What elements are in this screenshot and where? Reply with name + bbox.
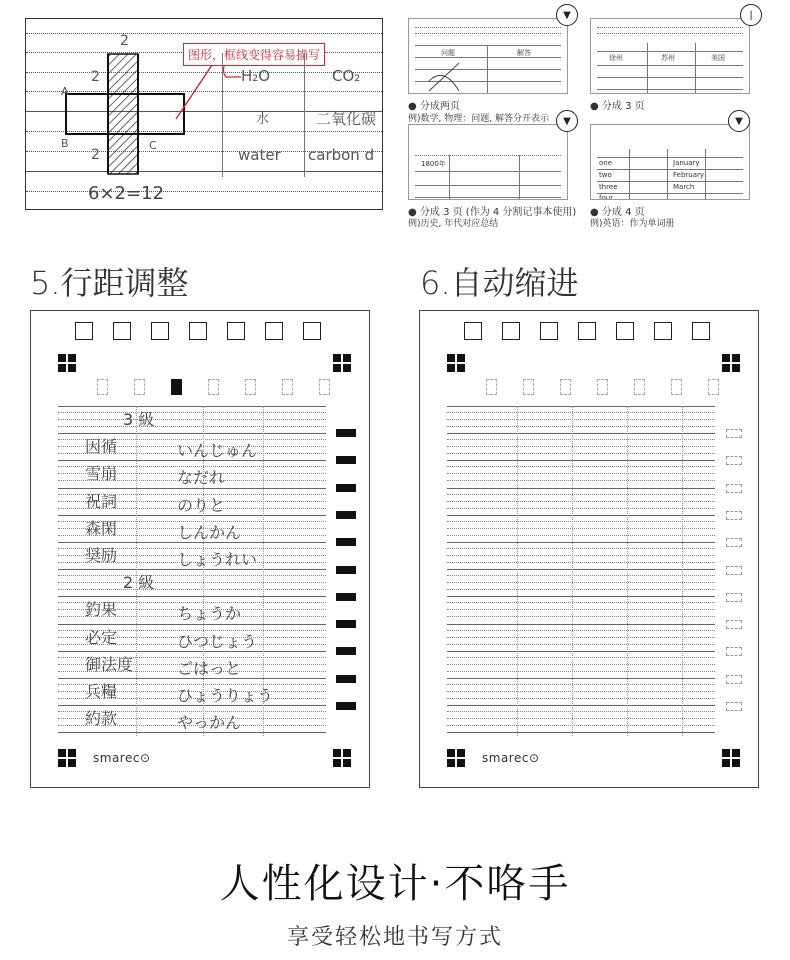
thumb3-year: 1800年: [421, 160, 446, 168]
checkbox[interactable]: [616, 322, 634, 340]
line-spacing-selector: [486, 379, 719, 395]
vocab-kanji: 約款: [85, 709, 118, 729]
dotted-guide-line: [447, 555, 715, 556]
callout-label: 图形，框线变得容易描写: [183, 43, 325, 66]
ruled-line: [447, 542, 715, 543]
vocab-reading: のりと: [177, 495, 226, 515]
spacing-option[interactable]: [671, 379, 682, 395]
corner-marker-icon: [58, 749, 76, 767]
vocab-reading: なだれ: [177, 468, 226, 488]
corner-marker-icon: [722, 749, 740, 767]
dotted-guide-line: [447, 644, 715, 645]
line-marker[interactable]: [336, 429, 356, 437]
vocab-kanji: 釣果: [85, 600, 118, 620]
dotted-guide-line: [447, 609, 715, 610]
thumb2-header-1: 徐州: [609, 54, 623, 62]
cell-co2: CO₂: [332, 67, 361, 85]
corner-marker-icon: [333, 354, 351, 372]
dotted-guide-line: [447, 575, 715, 576]
checkbox[interactable]: [303, 322, 321, 340]
dotted-guide-line: [447, 466, 715, 467]
cell-carbon-en: carbon d: [308, 146, 375, 164]
vocab-reading: いんじゅん: [177, 441, 258, 461]
ruled-line: [447, 596, 715, 597]
thumb1-badge[interactable]: ▼: [556, 4, 578, 26]
spacing-option[interactable]: [245, 379, 256, 395]
section6-title: 6.自动缩进: [420, 264, 579, 302]
column-guide: [682, 406, 683, 736]
vocab-kanji: 御法度: [85, 654, 134, 674]
indent-marker[interactable]: [726, 456, 742, 465]
cell-water-en: water: [238, 146, 281, 164]
line-spacing-selector: [97, 379, 330, 395]
checkbox[interactable]: [654, 322, 672, 340]
dotted-guide-line: [447, 698, 715, 699]
indent-marker[interactable]: [726, 702, 742, 711]
column-guide: [517, 406, 518, 736]
ruled-line: [447, 406, 715, 407]
line-marker[interactable]: [336, 484, 356, 492]
vocab-reading: ちょうか: [177, 604, 242, 624]
thumb-four-pages: [590, 124, 750, 200]
line-marker[interactable]: [336, 620, 356, 628]
line-marker[interactable]: [336, 511, 356, 519]
line-marker[interactable]: [336, 566, 356, 574]
dotted-guide-line: [58, 426, 326, 427]
checkbox[interactable]: [151, 322, 169, 340]
checkbox[interactable]: [464, 322, 482, 340]
thumb4-word-4: four: [599, 194, 614, 200]
checkbox[interactable]: [502, 322, 520, 340]
corner-marker-icon: [58, 354, 76, 372]
top-checkbox-row: [464, 322, 710, 340]
dotted-guide-line: [447, 718, 715, 719]
dotted-guide-line: [58, 589, 326, 590]
column-guide: [572, 406, 573, 736]
thumb4-word-1: one: [599, 159, 613, 167]
indent-marker[interactable]: [726, 538, 742, 547]
ruled-line: [447, 569, 715, 570]
brand-logo: smarec⊙: [482, 751, 540, 765]
thumb3-caption: ● 分成 3 页 (作为 4 分割记事本使用): [408, 207, 577, 218]
dotted-guide-line: [447, 426, 715, 427]
dotted-guide-line: [447, 419, 715, 420]
thumb2-header-2: 苏州: [661, 54, 675, 62]
vocab-reading: ごはっと: [177, 658, 242, 678]
corner-marker-icon: [447, 354, 465, 372]
dotted-guide-line: [447, 671, 715, 672]
thumb1-sub: 例)数学, 物理：问题, 解答分开表示: [408, 114, 549, 124]
thumb4-month-1: January: [673, 159, 700, 167]
ruled-line: [447, 705, 715, 706]
dotted-guide-line: [447, 501, 715, 502]
vocab-kanji: 奨励: [85, 546, 118, 565]
thumb1-header-answer: 解答: [517, 49, 531, 57]
corner-marker-icon: [722, 354, 740, 372]
dotted-guide-line: [447, 473, 715, 474]
dotted-guide-line: [447, 521, 715, 522]
thumb2-badge[interactable]: |: [740, 4, 762, 26]
vocab-reading: やっかん: [177, 713, 242, 733]
checkbox[interactable]: [189, 322, 207, 340]
column-guide: [627, 406, 628, 736]
dotted-guide-line: [447, 494, 715, 495]
dotted-guide-line: [447, 480, 715, 481]
dotted-guide-line: [58, 582, 326, 583]
thumb-two-pages: [408, 18, 568, 94]
grade-level-label: 3 級: [123, 410, 155, 429]
notebook-page-line-spacing: [30, 310, 370, 788]
thumb3-sub: 例)历史, 年代对应总结: [408, 219, 499, 229]
line-marker[interactable]: [336, 647, 356, 655]
dotted-guide-line: [447, 412, 715, 413]
dotted-guide-line: [447, 453, 715, 454]
dotted-guide-line: [447, 637, 715, 638]
grade-level-label: 2 級: [123, 573, 155, 593]
dotted-guide-line: [447, 657, 715, 658]
thumb1-header-question: 问题: [441, 49, 455, 57]
corner-marker-icon: [333, 749, 351, 767]
thumb-three-pages-b: [408, 124, 568, 200]
cell-h2o: H₂O: [241, 67, 271, 85]
thumb2-header-3: 美国: [711, 54, 725, 62]
indent-marker[interactable]: [726, 675, 742, 684]
vocab-kanji: 祝詞: [85, 491, 118, 511]
section5-title: 5.行距调整: [30, 264, 189, 302]
label-a: A: [61, 85, 69, 98]
thumb4-caption: ● 分成 4 页: [590, 207, 645, 218]
sub-slogan: 享受轻松地书写方式: [286, 925, 503, 950]
thumb4-word-2: two: [599, 171, 612, 179]
spacing-option[interactable]: [523, 379, 534, 395]
ruled-line: [447, 678, 715, 679]
label-2-left: 2: [91, 69, 100, 85]
indent-marker[interactable]: [726, 484, 742, 493]
dotted-guide-line: [447, 691, 715, 692]
vocab-reading: しんかん: [177, 522, 242, 542]
indent-marker[interactable]: [726, 593, 742, 602]
vocab-kanji: 兵糧: [85, 682, 118, 701]
cell-water-cn: 水: [256, 112, 270, 127]
dotted-guide-line: [58, 419, 326, 420]
ruled-line: [58, 406, 326, 407]
vocab-kanji: 因循: [85, 437, 118, 457]
brand-logo: smarec⊙: [93, 751, 151, 765]
ruled-line: [447, 433, 715, 434]
spacing-option[interactable]: [634, 379, 645, 395]
label-b: B: [61, 137, 69, 150]
spacing-option[interactable]: [708, 379, 719, 395]
label-2-bottom: 2: [91, 147, 100, 163]
spacing-option[interactable]: [134, 379, 145, 395]
spacing-option[interactable]: [97, 379, 108, 395]
slogan: 人性化设计·不咯手: [219, 861, 571, 907]
thumb-three-pages: [590, 18, 750, 94]
indent-marker[interactable]: [726, 566, 742, 575]
checkbox[interactable]: [692, 322, 710, 340]
dotted-guide-line: [447, 616, 715, 617]
line-marker[interactable]: [336, 702, 356, 710]
vocab-kanji: 雪崩: [85, 464, 118, 484]
top-checkbox-row: [75, 322, 321, 340]
dotted-guide-line: [447, 664, 715, 665]
indent-marker[interactable]: [726, 620, 742, 629]
dotted-guide-line: [447, 439, 715, 440]
spacing-option[interactable]: [486, 379, 497, 395]
line-marker[interactable]: [336, 538, 356, 546]
dotted-guide-line: [447, 684, 715, 685]
line-marker[interactable]: [336, 675, 356, 683]
checkbox[interactable]: [265, 322, 283, 340]
indent-marker[interactable]: [726, 511, 742, 520]
ruled-line: [447, 651, 715, 652]
thumb2-caption: ● 分成 3 页: [590, 101, 645, 112]
vocab-kanji: 必定: [85, 627, 118, 647]
checkbox[interactable]: [75, 322, 93, 340]
checkbox[interactable]: [113, 322, 131, 340]
example-panel-drawing: [25, 18, 383, 210]
line-marker[interactable]: [336, 456, 356, 464]
dotted-guide-line: [447, 528, 715, 529]
dotted-guide-line: [447, 602, 715, 603]
vocab-reading: ひょうりょう: [177, 686, 274, 705]
ruled-line: [447, 460, 715, 461]
dotted-guide-line: [58, 412, 326, 413]
spacing-option[interactable]: [597, 379, 608, 395]
dotted-guide-line: [447, 711, 715, 712]
cell-co2-cn: 二氧化碳: [316, 110, 377, 128]
thumb1-caption: ● 分成两页: [408, 101, 460, 112]
checkbox[interactable]: [540, 322, 558, 340]
label-2-top: 2: [120, 33, 129, 49]
line-marker[interactable]: [336, 593, 356, 601]
checkbox[interactable]: [578, 322, 596, 340]
ruled-line: [447, 732, 715, 733]
ruled-line: [447, 488, 715, 489]
vocab-kanji: 森閑: [85, 518, 118, 538]
thumb4-month-3: March: [673, 183, 695, 191]
spacing-option[interactable]: [560, 379, 571, 395]
vocab-reading: しょうれい: [177, 550, 258, 569]
ruled-line: [447, 624, 715, 625]
dotted-guide-line: [58, 575, 326, 576]
checkbox[interactable]: [227, 322, 245, 340]
dotted-guide-line: [447, 548, 715, 549]
dotted-guide-line: [447, 562, 715, 563]
dotted-guide-line: [447, 725, 715, 726]
notebook-page-auto-indent: [419, 310, 759, 788]
thumb4-sub: 例)英语：作为单词册: [590, 219, 675, 229]
spacing-option-selected[interactable]: [171, 379, 182, 395]
spacing-option[interactable]: [319, 379, 330, 395]
dotted-guide-line: [447, 589, 715, 590]
lined-area[interactable]: [447, 406, 715, 736]
dotted-guide-line: [447, 535, 715, 536]
dotted-guide-line: [447, 630, 715, 631]
indent-marker[interactable]: [726, 647, 742, 656]
thumb4-word-3: three: [599, 183, 618, 191]
dotted-guide-line: [447, 446, 715, 447]
label-c: C: [149, 139, 157, 152]
spacing-option[interactable]: [282, 379, 293, 395]
dotted-guide-line: [447, 582, 715, 583]
corner-marker-icon: [447, 749, 465, 767]
thumb3-badge[interactable]: ▼: [556, 110, 578, 132]
indent-marker[interactable]: [726, 429, 742, 438]
thumb4-badge[interactable]: ▼: [728, 110, 750, 132]
dotted-guide-line: [447, 508, 715, 509]
ruled-line: [447, 515, 715, 516]
vocab-reading: ひつじょう: [177, 631, 258, 651]
spacing-option[interactable]: [208, 379, 219, 395]
thumb1-graph: [424, 61, 464, 94]
thumb4-month-2: February: [673, 171, 705, 179]
formula: 6×2=12: [88, 183, 164, 204]
